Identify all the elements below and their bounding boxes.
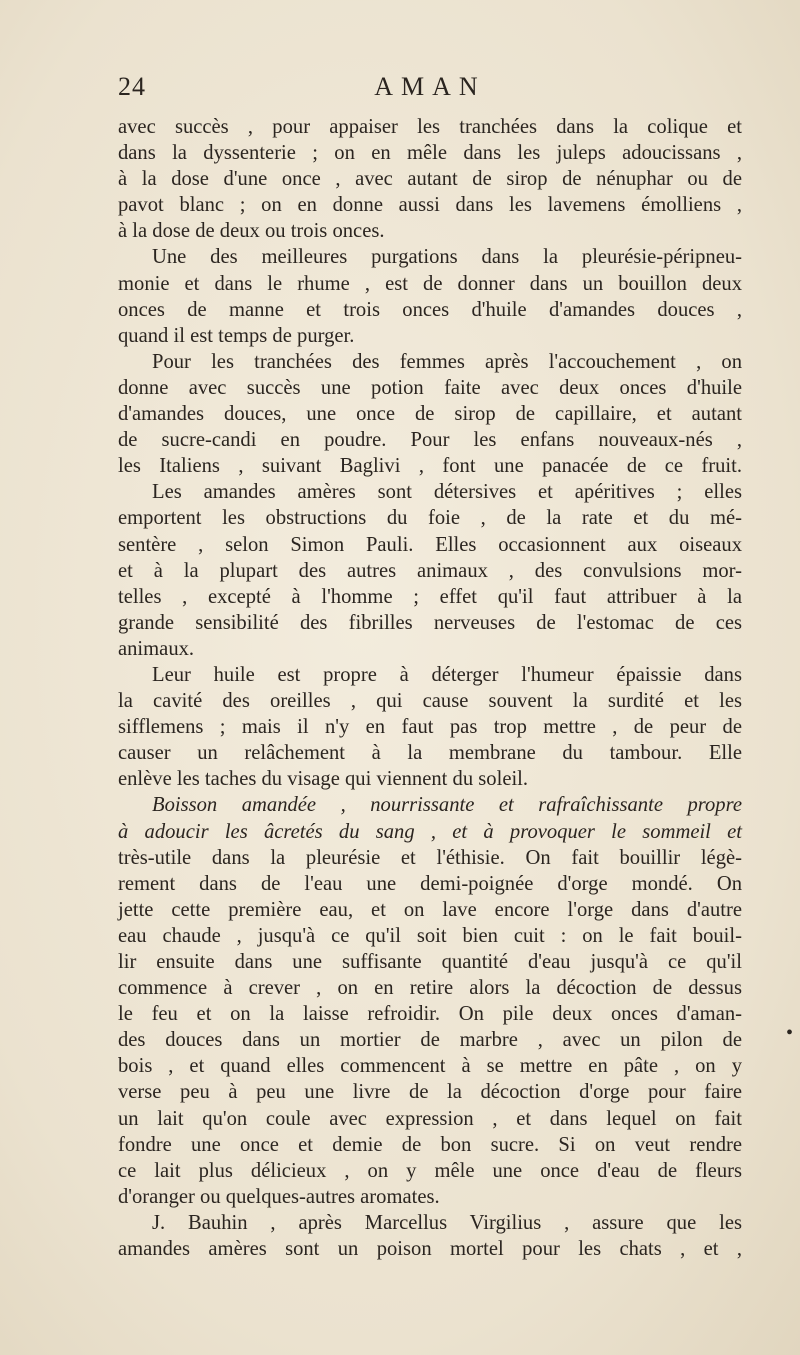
text-line: telles , excepté à l'homme ; effet qu'il faut attribuer à la [118, 585, 742, 608]
running-title: AMAN [374, 72, 486, 101]
text-line: avec succès , pour appaiser les tranchées dans la colique et [118, 116, 742, 138]
text-line: Pour les tranchées des femmes après l'accouchement , on [152, 350, 742, 373]
text-line: la cavité des oreilles , qui cause souvent la surdité et les [118, 690, 742, 713]
text-line: grande sensibilité des fibrilles nerveuses de l'estomac de ces [118, 611, 742, 634]
text-line: dans la dyssenterie ; on en mêle dans les juleps adoucissans , [118, 142, 742, 165]
text-line: amandes amères sont un poison mortel pour les chats , et , [118, 1238, 742, 1261]
paragraph [118, 349, 742, 479]
text-line: le feu et on la laisse refroidir. On pile deux onces d'aman- [118, 1003, 742, 1026]
text-line: à la dose d'une once , avec autant de sirop de nénuphar ou de [118, 168, 742, 191]
text-line: donne avec succès une potion faite avec deux onces d'huile [118, 376, 742, 399]
text-line: pavot blanc ; on en donne aussi dans les lavemens émolliens , [118, 194, 742, 217]
text-line: J. Bauhin , après Marcellus Virgilius , assure que les [152, 1211, 742, 1234]
text-line: onces de manne et trois onces d'huile d'amandes douces , [118, 298, 742, 321]
text-line: Les amandes amères sont détersives et apéritives ; elles [152, 481, 742, 504]
paragraph [118, 479, 742, 662]
text-line: commence à crever , on en retire alors la décoction de dessus [118, 977, 742, 1000]
text-line: sifflemens ; mais il n'y en faut pas trop mettre , de peur de [118, 716, 742, 739]
text-line: d'amandes douces, une once de sirop de capillaire, et autant [118, 403, 742, 426]
text-line: eau chaude , jusqu'à ce qu'il soit bien cuit : on le fait bouil- [118, 924, 742, 947]
text-line: et à la plupart des autres animaux , des convulsions mor- [118, 559, 742, 582]
text-line: à la dose de deux ou trois onces. [118, 220, 385, 243]
text-line: fondre une once et demie de bon sucre. Si on veut rendre [118, 1133, 742, 1156]
text-line-italic: à adoucir les âcretés du sang , et à provoquer le sommeil et [118, 820, 742, 843]
text-line: monie et dans le rhume , est de donner dans un bouillon deux [118, 272, 742, 295]
text-line: un lait qu'on coule avec expression , et dans lequel on fait [118, 1107, 742, 1130]
text-line: les Italiens , suivant Baglivi , font une panacée de ce fruit. [118, 455, 742, 478]
page-number: 24 [118, 72, 146, 101]
text-line: des douces dans un mortier de marbre , avec un pilon de [118, 1029, 742, 1052]
text-line: ce lait plus délicieux , on y mêle une once d'eau de fleurs [118, 1159, 742, 1182]
text-line-italic: Boisson amandée , nourrissante et rafraîchissante propre [152, 794, 742, 817]
text-line: animaux. [118, 637, 195, 660]
text-line: sentère , selon Simon Pauli. Elles occasionnent aux oiseaux [118, 533, 742, 556]
page-header [118, 72, 742, 112]
text-line: enlève les taches du visage qui viennent du soleil. [118, 768, 529, 791]
text-line: très-utile dans la pleurésie et l'éthisie. On fait bouillir légè- [118, 846, 742, 869]
text-line: lir ensuite dans une suffisante quantité d'eau jusqu'à ce qu'il [118, 951, 742, 973]
paragraph [118, 662, 742, 792]
text-line: de sucre-candi en poudre. Pour les enfans nouveaux-nés , [118, 429, 742, 452]
text-line: verse peu à peu une livre de la décoction d'orge pour faire [118, 1081, 742, 1104]
text-line: jette cette première eau, et on lave encore l'orge dans d'autre [118, 898, 742, 921]
page-body [118, 114, 742, 1262]
text-line: bois , et quand elles commencent à se mettre en pâte , on y [118, 1055, 742, 1078]
text-line: rement dans de l'eau une demi-poignée d'orge mondé. On [118, 872, 742, 895]
paragraph [118, 1210, 742, 1262]
paragraph-recipe [118, 792, 742, 1210]
paragraph [118, 244, 742, 348]
text-line: causer un relâchement à la membrane du tambour. Elle [118, 742, 742, 765]
paragraph [118, 114, 742, 244]
text-line: quand il est temps de purger. [118, 324, 355, 347]
text-line: emportent les obstructions du foie , de la rate et du mé- [118, 507, 742, 530]
text-line: Une des meilleures purgations dans la pleurésie-péripneu- [152, 246, 742, 269]
text-line: Leur huile est propre à déterger l'humeur épaissie dans [152, 663, 742, 686]
margin-mark: • [786, 1022, 794, 1044]
text-line: d'oranger ou quelques-autres aromates. [118, 1185, 440, 1208]
